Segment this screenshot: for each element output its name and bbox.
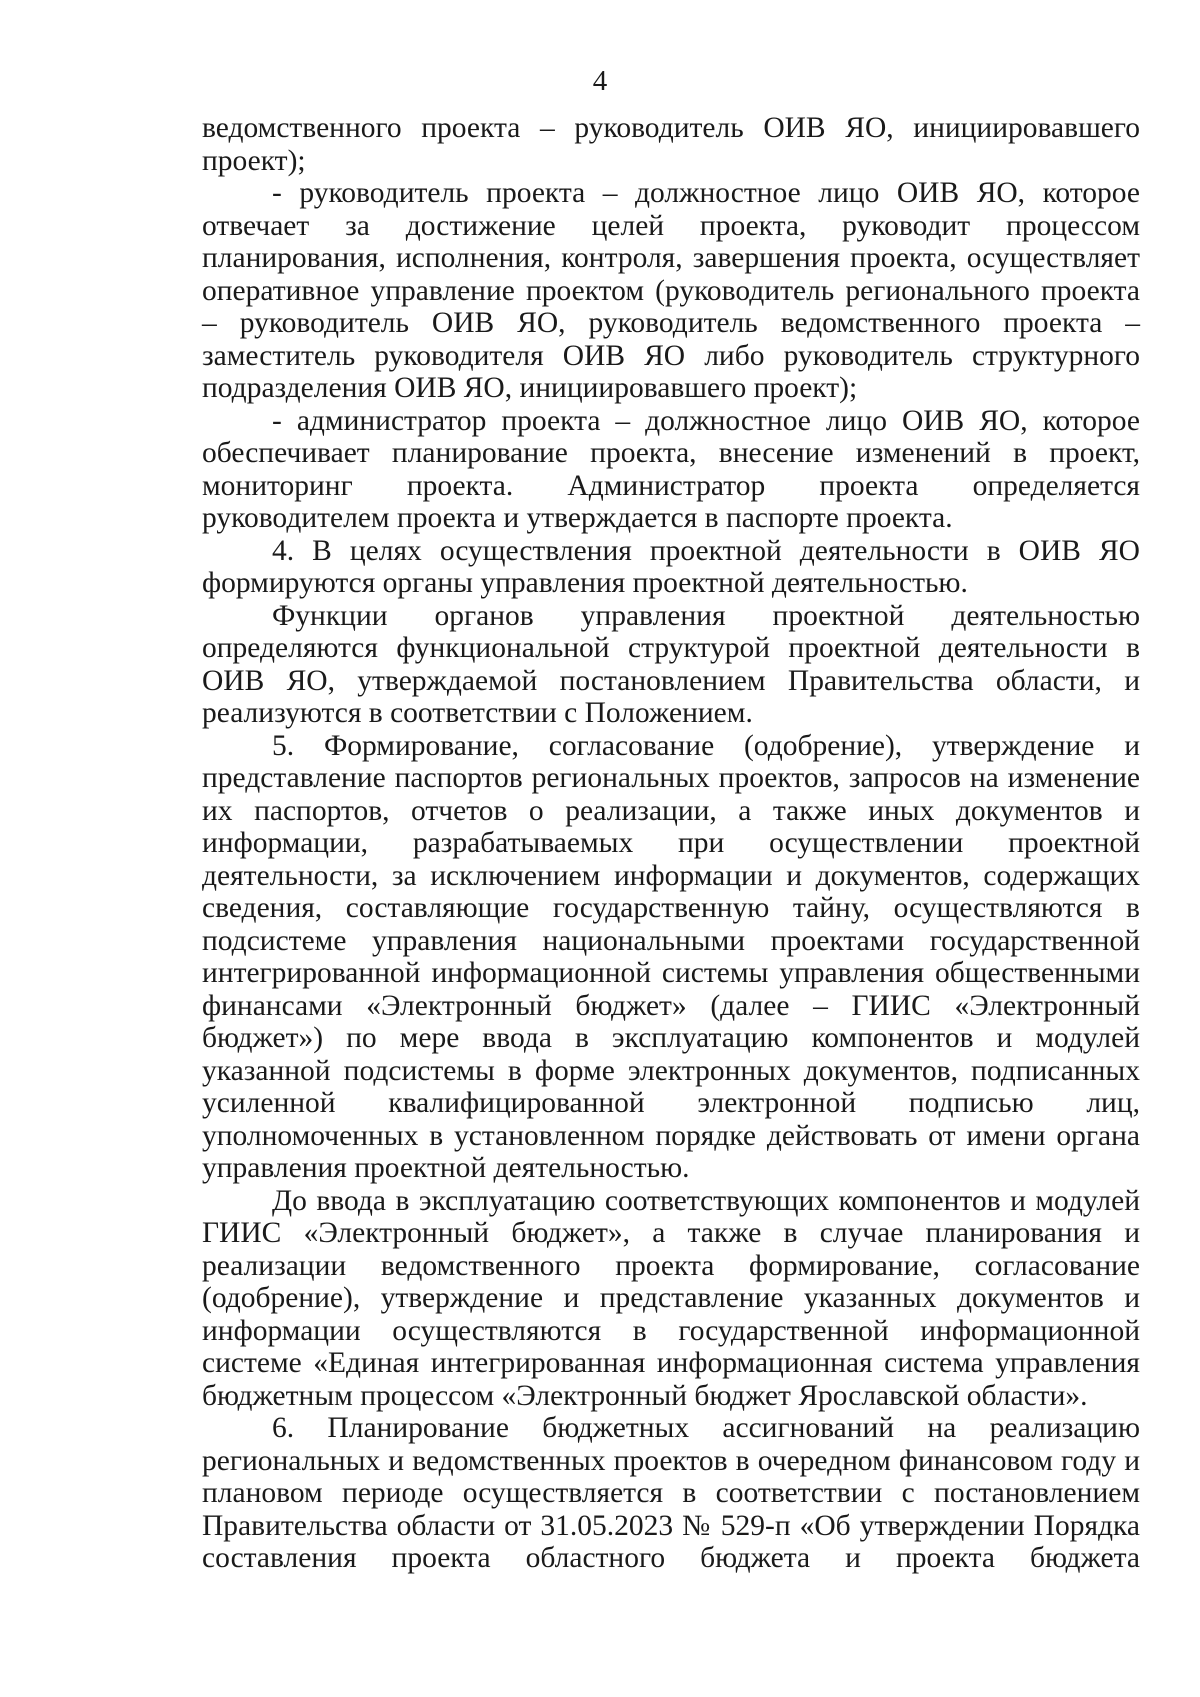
paragraph-project-leader: - руководитель проекта – должностное лицо ОИВ ЯО, которое отвечает за достижение целей проекта, руководит процессом планирования, исполнения, контроля, завершения проекта, осуществляет оперативное управление проектом (руководитель регионального проекта – руководитель ОИВ ЯО, руководитель ведомственного проекта – заместитель руководителя ОИВ ЯО либо руководитель структурного подразделения ОИВ ЯО, инициировавшего проект); xyxy=(202,177,1140,404)
paragraph-before-commissioning: До ввода в эксплуатацию соответствующих компонентов и модулей ГИИС «Электронный бюджет», а также в случае планирования и реализации ведомственного проекта формирование, согласование (одобрение), утверждение и представление указанных документов и информации осуществляются в государственной информационной системе «Единая интегрированная информационная система управления бюджетным процессом «Электронный бюджет Ярославской области». xyxy=(202,1184,1140,1412)
paragraph-functions: Функции органов управления проектной деятельностью определяются функциональной структурой проектной деятельности в ОИВ ЯО, утверждаемой постановлением Правительства области, и реализуются в соответствии с Положением. xyxy=(202,599,1140,729)
paragraph-item-5: 5. Формирование, согласование (одобрение), утверждение и представление паспортов региональных проектов, запросов на изменение их паспортов, отчетов о реализации, а также иных документов и информации, разрабатываемых при осуществлении проектной деятельности, за исключением информации и документов, содержащих сведения, составляющие государственную тайну, осуществляются в подсистеме управления национальными проектами государственной интегрированной информационной системы управления общественными финансами «Электронный бюджет» (далее – ГИИС «Электронный бюджет») по мере ввода в эксплуатацию компонентов и модулей указанной подсистемы в форме электронных документов, подписанных усиленной квалифицированной электронной подписью лиц, уполномоченных в установленном порядке действовать от имени органа управления проектной деятельностью. xyxy=(202,729,1140,1184)
paragraph-item-6: 6. Планирование бюджетных ассигнований на реализацию региональных и ведомственных проектов в очередном финансовом году и плановом периоде осуществляется в соответствии с постановлением Правительства области от 31.05.2023 № 529-п «Об утверждении Порядка составления проекта областного бюджета и проекта бюджета xyxy=(202,1412,1140,1574)
paragraph-continuation: ведомственного проекта – руководитель ОИВ ЯО, инициировавшего проект); xyxy=(202,112,1140,177)
document-body xyxy=(202,112,1140,1575)
paragraph-item-4: 4. В целях осуществления проектной деятельности в ОИВ ЯО формируются органы управления проектной деятельностью. xyxy=(202,534,1140,599)
page-number: 4 xyxy=(592,65,608,97)
paragraph-project-administrator: - администратор проекта – должностное лицо ОИВ ЯО, которое обеспечивает планирование проекта, внесение изменений в проект, мониторинг проекта. Администратор проекта определяется руководителем проекта и утверждается в паспорте проекта. xyxy=(202,404,1140,534)
